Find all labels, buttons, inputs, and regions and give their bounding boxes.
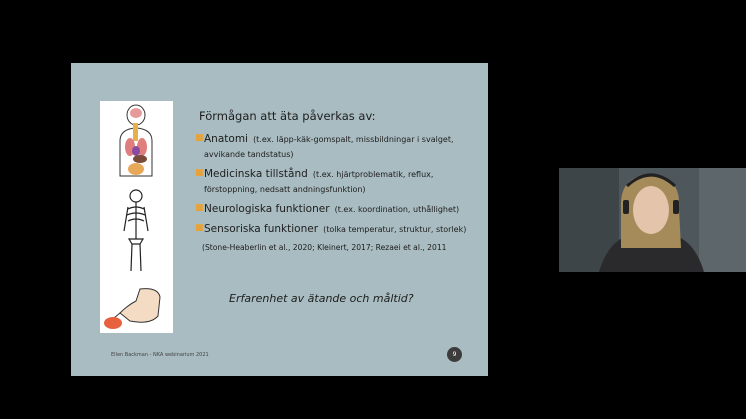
pictogram-illustrations [100,101,173,333]
bullet-detail: (t.ex. hjärtproblematik, reflux, förstoppning, nedsatt andningsfunktion) [204,170,434,194]
bullet-dot-icon: ■ [195,203,204,213]
bullet-term: Neurologiska funktioner [204,203,330,215]
references-text: (Stone-Heaberlin et al., 2020; Kleinert, 2017; Rezaei et al., 2011 [202,243,447,252]
list-item [195,221,485,236]
skeleton-icon [124,190,148,271]
presentation-slide [71,63,488,376]
list-item [195,131,485,161]
body-organs-icon [120,105,152,176]
bullet-term: Medicinska tillstånd [204,168,308,180]
finger-touch-icon [104,289,160,329]
bullet-dot-icon: ■ [195,168,204,178]
list-item [195,166,485,196]
bullet-list [195,131,485,241]
slide-heading: Förmågan att äta påverkas av: [199,109,376,123]
bullet-term: Anatomi [204,133,248,145]
webcam-feed [559,168,746,272]
bullet-detail: (tolka temperatur, struktur, storlek) [323,225,467,234]
page-number-badge: 9 [447,347,462,362]
pictogram-panel [100,101,173,333]
question-text: Erfarenhet av ätande och måltid? [229,292,414,305]
list-item [195,201,485,216]
bullet-term: Sensoriska funktioner [204,223,319,235]
slide-footer: Ellen Backman - NKA webinarium 2021 [111,352,209,358]
bullet-detail: (t.ex. koordination, uthållighet) [334,205,460,214]
bullet-dot-icon: ■ [195,133,204,143]
webcam-video[interactable] [559,168,746,272]
bullet-detail: (t.ex. läpp-käk-gomspalt, missbildningar i svalget, avvikande tandstatus) [204,135,454,159]
bullet-dot-icon: ■ [195,223,204,233]
